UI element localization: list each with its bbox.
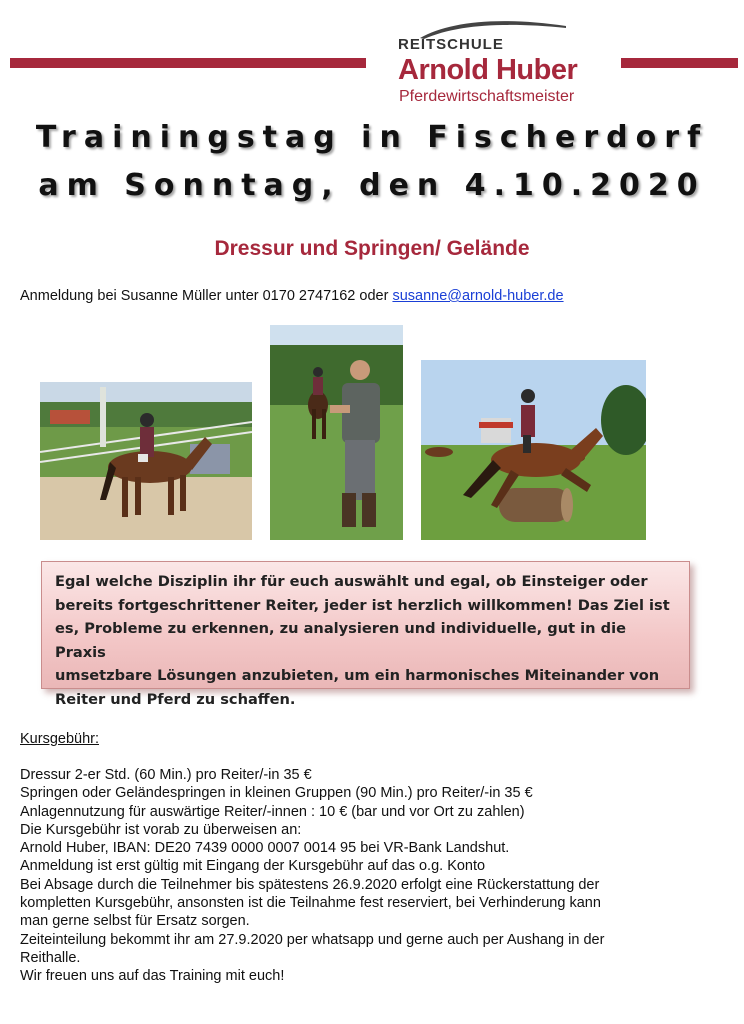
- email-link[interactable]: susanne@arnold-huber.de: [392, 288, 564, 304]
- fee-line: Die Kursgebühr ist vorab zu überweisen an:: [20, 821, 302, 838]
- fee-line: Bei Absage durch die Teilnehmer bis spätestens 26.9.2020 erfolgt eine Rückerstattung der: [20, 876, 600, 893]
- fee-line: Anmeldung ist erst gültig mit Eingang der Kursgebühr auf das o.g. Konto: [20, 858, 486, 875]
- fee-line: Anlagennutzung für auswärtige Reiter/-innen : 10 € (bar und vor Ort zu zahlen): [20, 803, 525, 820]
- fee-line: Reithalle.: [20, 949, 81, 966]
- info-line: bereits fortgeschrittener Reiter, jeder ist herzlich willkommen! Das Ziel ist: [55, 596, 670, 614]
- contact-line: [20, 288, 564, 304]
- fee-line: Springen oder Geländespringen in kleinen Gruppen (90 Min.) pro Reiter/-in 35 €: [20, 785, 533, 802]
- instructor-photo: [270, 325, 403, 540]
- fee-heading: Kursgebühr:: [20, 731, 99, 747]
- fee-line: Dressur 2-er Std. (60 Min.) pro Reiter/-in 35 €: [20, 767, 312, 783]
- page-title-line-1: Trainingstag in Fischerdorf: [35, 120, 709, 155]
- header-rule-left: [10, 58, 366, 68]
- info-line: umsetzbare Lösungen anzubieten, um ein harmonisches Miteinander von: [55, 667, 660, 684]
- page-title-line-2: am Sonntag, den 4.10.2020: [38, 168, 706, 203]
- fee-details: [20, 766, 720, 986]
- logo-subtitle: Pferdewirtschaftsmeister: [399, 88, 575, 105]
- page-subtitle: Dressur und Springen/ Gelände: [214, 237, 530, 260]
- info-line: Egal welche Disziplin ihr für euch auswählt und egal, ob Einsteiger oder: [55, 573, 648, 590]
- info-callout: [41, 561, 690, 708]
- contact-text: Anmeldung bei Susanne Müller unter 0170 2747162 oder: [20, 288, 393, 304]
- cross-country-jump-photo: [421, 360, 646, 540]
- fee-line: kompletten Kursgebühr, ansonsten ist die Teilnahme fest reserviert, bei Verhinderung kann: [20, 895, 601, 912]
- fee-line: Arnold Huber, IBAN: DE20 7439 0000 0007 0014 95 bei VR-Bank Landshut.: [20, 840, 510, 857]
- header-rule-right: [621, 58, 738, 68]
- riding-school-logo: [398, 18, 608, 108]
- logo-school-label: REITSCHULE: [398, 36, 504, 53]
- info-line: Reiter und Pferd zu schaffen.: [55, 690, 296, 708]
- logo-name: Arnold Huber: [398, 54, 578, 86]
- fee-line: Zeiteinteilung bekommt ihr am 27.9.2020 per whatsapp und gerne auch per Aushang in der: [20, 931, 605, 948]
- dressage-photo: [40, 382, 252, 540]
- fee-line: Wir freuen uns auf das Training mit euch!: [20, 968, 285, 985]
- info-line: es, Probleme zu erkennen, zu analysieren und individuelle, gut in die Praxis: [55, 620, 626, 661]
- fee-line: man gerne selbst für Ersatz sorgen.: [20, 913, 250, 930]
